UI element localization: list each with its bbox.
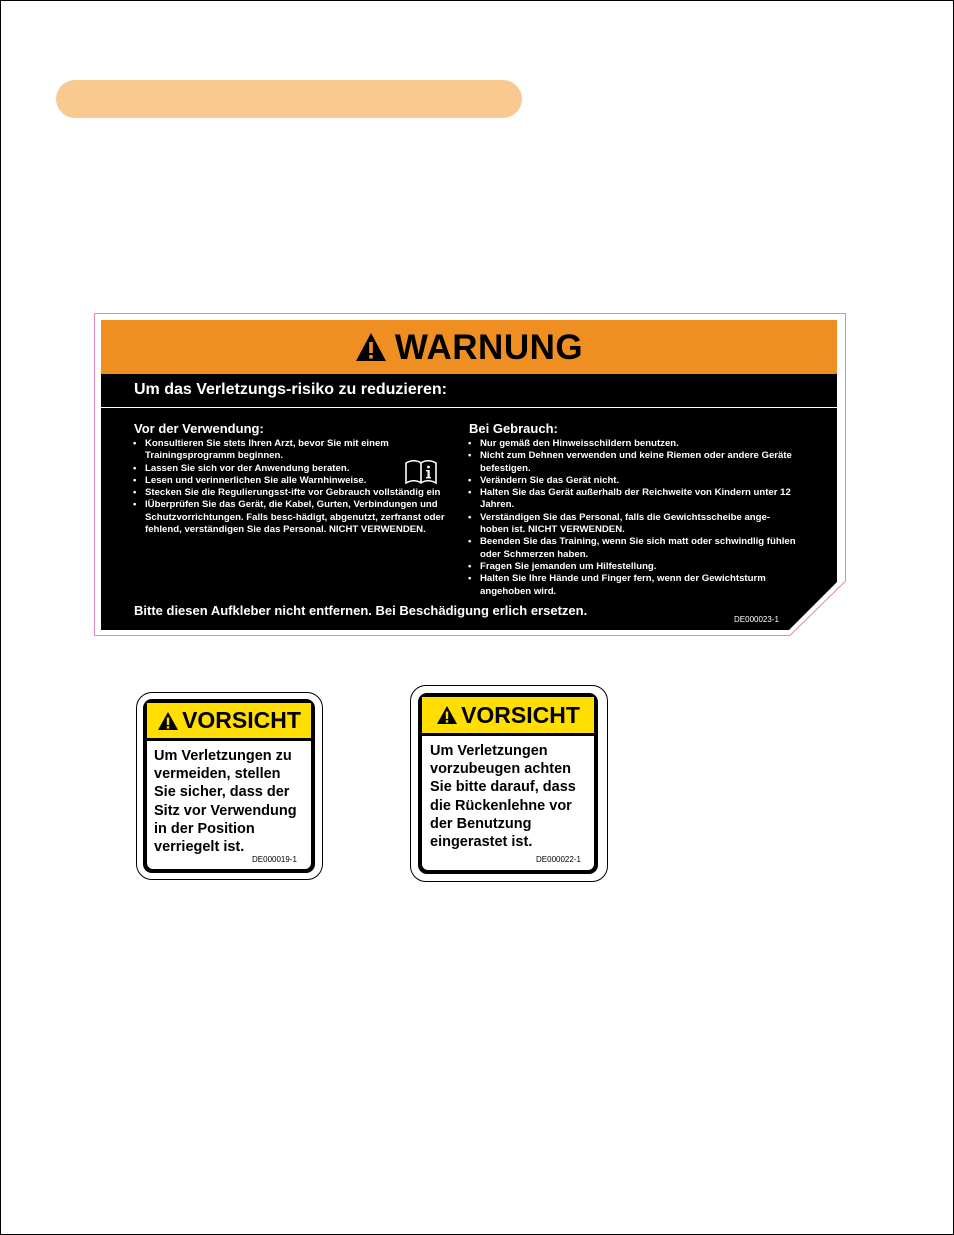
caution-text-line: Um Verletzungen zu bbox=[154, 748, 292, 764]
warning-title: WARNUNG bbox=[394, 327, 584, 367]
section-header-bar bbox=[56, 80, 522, 118]
warning-header bbox=[101, 320, 837, 374]
warning-list-item: • Verändern Sie das Gerät nicht. bbox=[468, 475, 798, 487]
warning-divider bbox=[101, 407, 837, 408]
caution-text-line: Um Verletzungen bbox=[430, 743, 548, 759]
warning-list-item: • Verständigen Sie das Personal, falls die Gewichtsscheibe ange-hoben ist. NICHT VERWENDEN. bbox=[468, 512, 798, 537]
caution-seat-title: VORSICHT bbox=[182, 707, 301, 733]
caution-text-line: Sie bitte darauf, dass bbox=[430, 779, 576, 796]
warning-list-item: • Halten Sie Ihre Hände und Finger fern, wenn der Gewichtsturm angehoben wird. bbox=[468, 573, 798, 598]
caution-text-line: verriegelt ist. bbox=[154, 839, 245, 856]
during-use-heading: Bei Gebrauch: bbox=[469, 421, 558, 436]
warning-triangle-icon bbox=[157, 711, 179, 731]
caution-text-line: Sitz vor Verwendung bbox=[154, 802, 297, 819]
caution-backrest-code: DE000022-1 bbox=[536, 855, 581, 864]
warning-list-item: • Halten Sie das Gerät außerhalb der Reichweite von Kindern unter 12 Jahren. bbox=[468, 487, 798, 512]
warning-list-item: • Nicht zum Dehnen verwenden und keine Riemen oder andere Geräte befestigen. bbox=[468, 450, 798, 475]
warning-subtitle: Um das Verletzungs-risiko zu reduzieren: bbox=[134, 381, 447, 398]
before-use-heading: Vor der Verwendung: bbox=[134, 421, 264, 436]
caution-text-line: die Rückenlehne vor bbox=[430, 797, 572, 814]
during-use-list bbox=[468, 438, 798, 598]
warning-list-item: • Fragen Sie jemanden um Hilfestellung. bbox=[468, 561, 798, 573]
caution-text-line: eingerastet ist. bbox=[430, 834, 533, 851]
manual-info-icon bbox=[405, 459, 437, 485]
warning-list-item: • Lesen und verinnerlichen Sie alle Warnhinweise. bbox=[133, 475, 445, 487]
caution-text-line: in der Position bbox=[154, 820, 255, 837]
caution-seat-text bbox=[154, 747, 310, 856]
warning-triangle-icon bbox=[355, 332, 387, 362]
warning-list-item: • Beenden Sie das Training, wenn Sie sich matt oder schwindlig fühlen oder Schmerzen haben. bbox=[468, 536, 798, 561]
before-use-list bbox=[133, 438, 445, 536]
caution-backrest-text bbox=[430, 742, 596, 851]
warning-list-item: • Lassen Sie sich vor der Anwendung beraten. bbox=[133, 463, 445, 475]
caution-backrest-header bbox=[422, 697, 594, 733]
caution-seat-header bbox=[147, 703, 311, 738]
caution-text-line: vorzubeugen achten bbox=[430, 761, 571, 778]
caution-text-line: Sie sicher, dass der bbox=[154, 784, 290, 801]
caution-backrest-title: VORSICHT bbox=[461, 701, 580, 728]
warning-list-item: • Konsultieren Sie stets Ihren Arzt, bevor Sie mit einem Trainingsprogramm beginnen. bbox=[133, 438, 445, 463]
caution-seat-code: DE000019-1 bbox=[252, 855, 297, 864]
caution-text-line: der Benutzung bbox=[430, 815, 532, 832]
warning-label-code: DE000023-1 bbox=[734, 615, 779, 624]
warning-triangle-icon bbox=[436, 705, 458, 725]
warning-list-item: • Stecken Sie die Regulierungsst-ifte vor Gebrauch vollständig ein bbox=[133, 487, 445, 499]
warning-footer: Bitte diesen Aufkleber nicht entfernen. Bei Beschädigung erlich ersetzen. bbox=[134, 603, 588, 618]
warning-list-item: • IÜberprüfen Sie das Gerät, die Kabel, Gurten, Verbindungen und Schutzvorrichtungen. Falls besc-hädigt, abgenutzt, zerfranst oder fehlend, verständigen Sie das Personal. NICHT VERWENDEN. bbox=[133, 499, 445, 536]
warning-list-item: • Nur gemäß den Hinweisschildern benutzen. bbox=[468, 438, 798, 450]
caution-text-line: vermeiden, stellen bbox=[154, 766, 281, 783]
